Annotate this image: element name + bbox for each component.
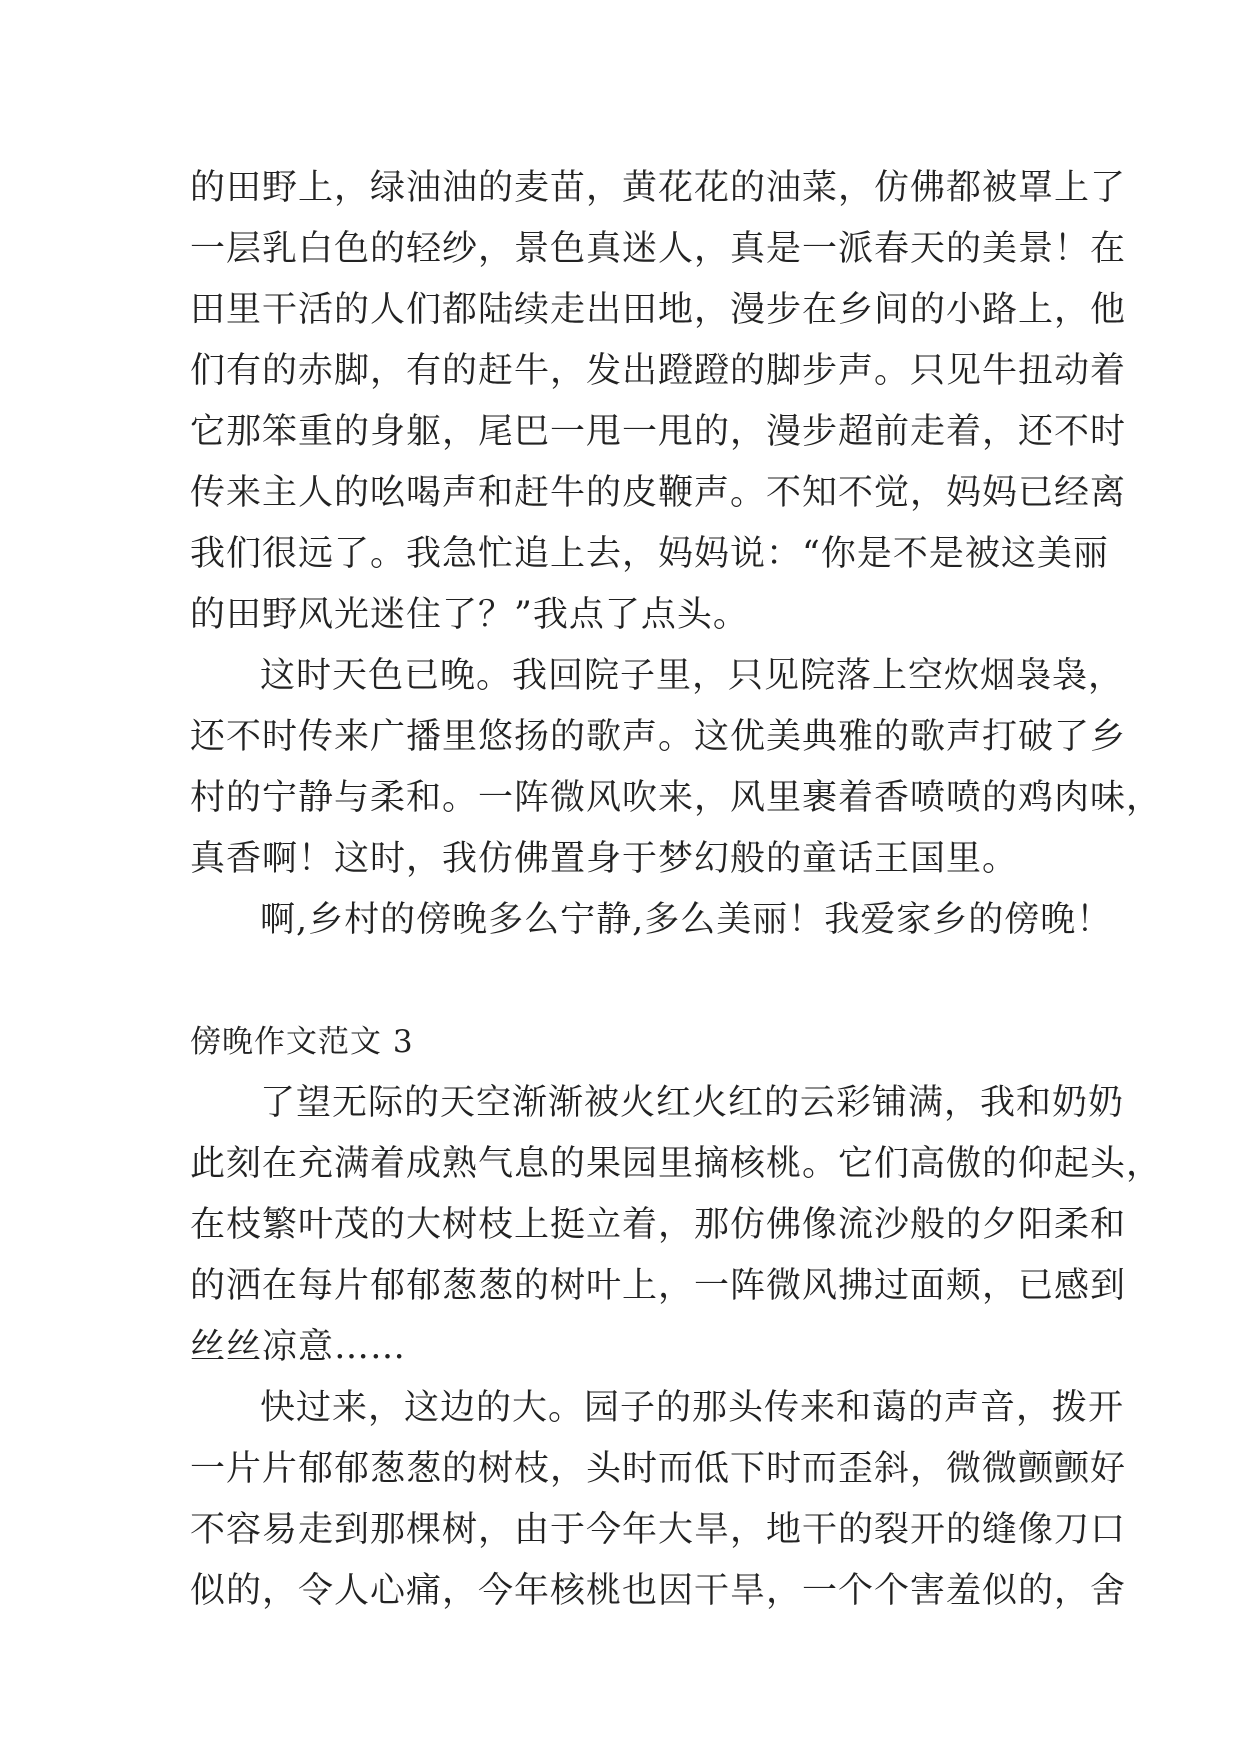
paragraph-continued <box>190 158 1127 646</box>
text-line: 的田野风光迷住了？”我点了点头。 <box>190 595 749 635</box>
text-line: 它那笨重的身躯，尾巴一甩一甩的，漫步超前走着，还不时 <box>190 412 1127 452</box>
text-line: 一片片郁郁葱葱的树枝，头时而低下时而歪斜，微微颤颤好 <box>190 1449 1127 1489</box>
text-line: 们有的赤脚，有的赶牛，发出蹬蹬的脚步声。只见牛扭动着 <box>190 351 1127 391</box>
text-line: 似的，令人心痛，今年核桃也因干旱，一个个害羞似的，舍 <box>190 1571 1127 1611</box>
text-line: 的田野上，绿油油的麦苗，黄花花的油菜，仿佛都被罩上了 <box>190 168 1127 208</box>
text-line: 不容易走到那棵树，由于今年大旱，地干的裂开的缝像刀口 <box>190 1510 1127 1550</box>
paragraph-closing <box>190 890 1113 951</box>
text-line: 还不时传来广播里悠扬的歌声。这优美典雅的歌声打破了乡 <box>190 717 1127 757</box>
text-line: 丝丝凉意…… <box>190 1327 407 1367</box>
text-line: 我们很远了。我急忙追上去，妈妈说：“你是不是被这美丽 <box>190 534 1109 574</box>
text-line: 真香啊！这时，我仿佛置身于梦幻般的童话王国里。 <box>190 839 1019 879</box>
text-line: 这时天色已晚。我回院子里，只见院落上空炊烟袅袅， <box>260 656 1125 696</box>
text-line: 此刻在充满着成熟气息的果园里摘核桃。它们高傲的仰起头， <box>190 1144 1163 1184</box>
paragraph-walnut-tree <box>190 1378 1127 1622</box>
text-line: 村的宁静与柔和。一阵微风吹来，风里裹着香喷喷的鸡肉味， <box>190 778 1163 818</box>
blank-line <box>190 951 1050 1012</box>
text-line: 的洒在每片郁郁葱葱的树叶上，一阵微风拂过面颊，已感到 <box>190 1266 1127 1306</box>
text-line: 在枝繁叶茂的大树枝上挺立着，那仿佛像流沙般的夕阳柔和 <box>190 1205 1127 1245</box>
text-line: 快过来，这边的大。园子的那头传来和蔼的声音，拨开 <box>260 1388 1125 1428</box>
text-line: 一层乳白色的轻纱，景色真迷人，真是一派春天的美景！在 <box>190 229 1127 269</box>
section-title: 傍晚作文范文 3 <box>190 1024 414 1060</box>
text-line: 传来主人的吆喝声和赶牛的皮鞭声。不知不觉，妈妈已经离 <box>190 473 1127 513</box>
document-body <box>190 158 1163 1622</box>
paragraph-evening <box>190 646 1163 890</box>
text-line: 啊,乡村的傍晚多么宁静,多么美丽！我爱家乡的傍晚！ <box>260 900 1113 940</box>
text-line: 了望无际的天空渐渐被火红火红的云彩铺满，我和奶奶 <box>260 1083 1125 1123</box>
paragraph-orchard <box>190 1073 1163 1378</box>
text-line: 田里干活的人们都陆续走出田地，漫步在乡间的小路上，他 <box>190 290 1127 330</box>
